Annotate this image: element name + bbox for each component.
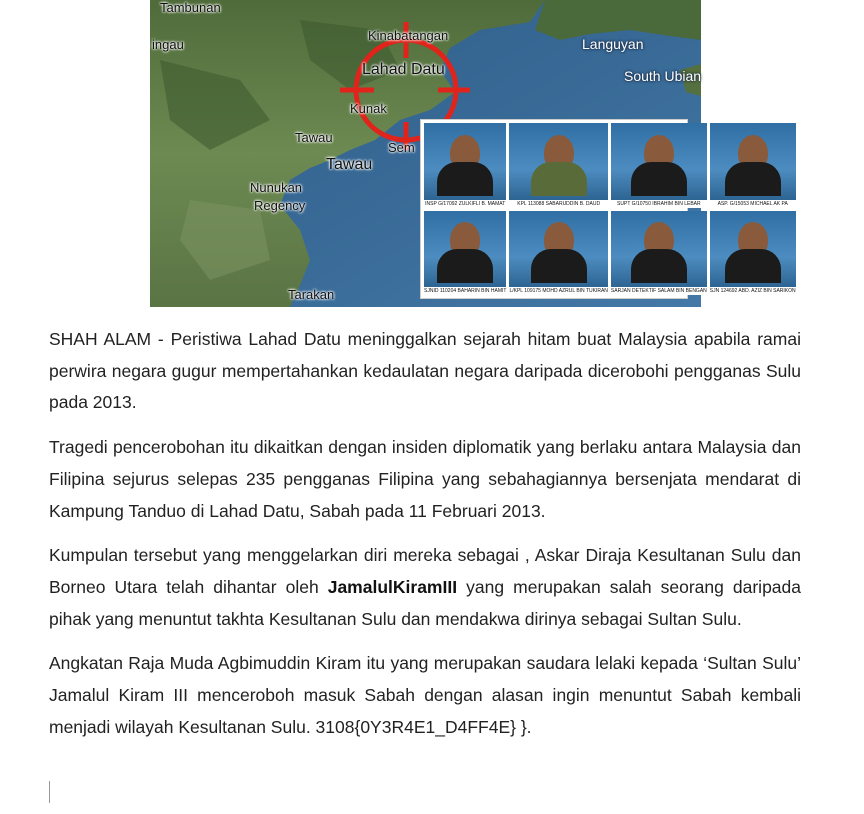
map-label-tambunan: Tambunan [160,0,221,15]
portrait-uniform [531,162,587,196]
portrait-caption: INSP G/17092 ZULKIFLI B. MAMAT [425,200,506,207]
officer-portrait [424,123,506,208]
map-label-tarakan: Tarakan [288,287,335,302]
paragraph-4: Angkatan Raja Muda Agbimuddin Kiram itu yang merupakan saudara lelaki kepada ‘Sultan Sulu’ Jamalul Kiram III menceroboh masuk Sabah dengan alasan ingin menuntut Sabah kembali menjadi wilayah Kesultanan Sulu. 3108{0Y3R4E1_D4FF4E} }. [49,653,801,737]
map-label-tawau: Tawau [326,156,373,173]
officer-portrait [509,211,607,296]
text-cursor [49,781,50,803]
portrait-caption: SUPT G/10750 IBRAHIM BIN LEBAR [611,200,707,208]
paragraph-1-text: Peristiwa Lahad Datu meninggalkan sejarah hitam buat Malaysia apabila ramai perwira negara gugur mempertahankan kedaulatan negara daripada dicerobohi pengganas Sulu pada 2013. [49,329,801,413]
portrait-caption: KPL 113088 SABARUDDIN B. DAUD [509,200,607,208]
news-image [150,0,796,307]
map-label-kinabatangan: Kinabatangan [368,28,449,43]
map-label-lahad-datu: Lahad Datu [362,61,445,78]
officer-portrait [611,123,707,208]
map-label-languyan: Languyan [582,36,644,52]
officer-portrait [509,123,607,208]
map-label-kunak: Kunak [350,101,387,116]
map-label-semporna: Sem [388,140,415,155]
paragraph-3 [49,540,801,635]
officer-portrait [611,211,707,296]
paragraph-1 [49,324,801,419]
bold-name: JamalulKiramIII [327,576,458,597]
paragraph-2: Tragedi pencerobohan itu dikaitkan dengan insiden diplomatik yang berlaku antara Malaysia dan Filipina sejurus selepas 235 pengganas Filipina yang sebahagiannya bersenjata mendarat di Kampung Tanduo di Lahad Datu, Sabah pada 11 Februari 2013. [49,437,801,521]
paragraph-3-text-after: yang merupakan salah seorang daripada pihak yang menuntut takhta Kesultanan Sulu dan mendakwa dirinya sebagai Sultan Sulu. [49,576,801,629]
article-body [49,324,801,756]
portrait-uniform [437,162,493,196]
portrait-caption: SJNID 110204 BAHARIN BIN HAMIT [424,288,507,294]
portrait-uniform [437,249,493,283]
portrait-uniform [725,162,781,196]
portrait-uniform [725,249,781,283]
paragraph-3-text-before: Kumpulan tersebut yang menggelarkan diri mereka sebagai , Askar Diraja Kesultanan Sulu dan Borneo Utara telah dihantar oleh [49,545,801,597]
portrait-uniform [631,249,687,283]
officer-portrait [424,211,506,296]
portrait-caption: L/KPL 109175 MOHD AZRUL BIN TUKIRAN [509,288,608,294]
dateline: SHAH ALAM - [49,329,164,349]
officer-portrait [710,123,796,208]
portrait-caption: SARJAN DETEKTIF SALAM BIN BENGAN [610,288,707,294]
portrait-uniform [531,249,587,283]
map-label-tawau-small: Tawau [295,130,333,145]
officer-portrait [710,211,796,296]
map-label-regency: Regency [254,198,306,213]
portrait-grid [420,119,796,299]
portrait-caption: ASP. G/15053 MICHAEL AK PA [710,200,796,208]
map-label-langa: ingau [152,37,184,52]
map-label-nunukan: Nunukan [250,180,303,195]
portrait-caption: SJN 124692 ABD. AZIZ BIN SARIKON [709,288,796,294]
portrait-uniform [631,162,687,196]
map-label-south-ubian: South Ubian [624,68,702,84]
